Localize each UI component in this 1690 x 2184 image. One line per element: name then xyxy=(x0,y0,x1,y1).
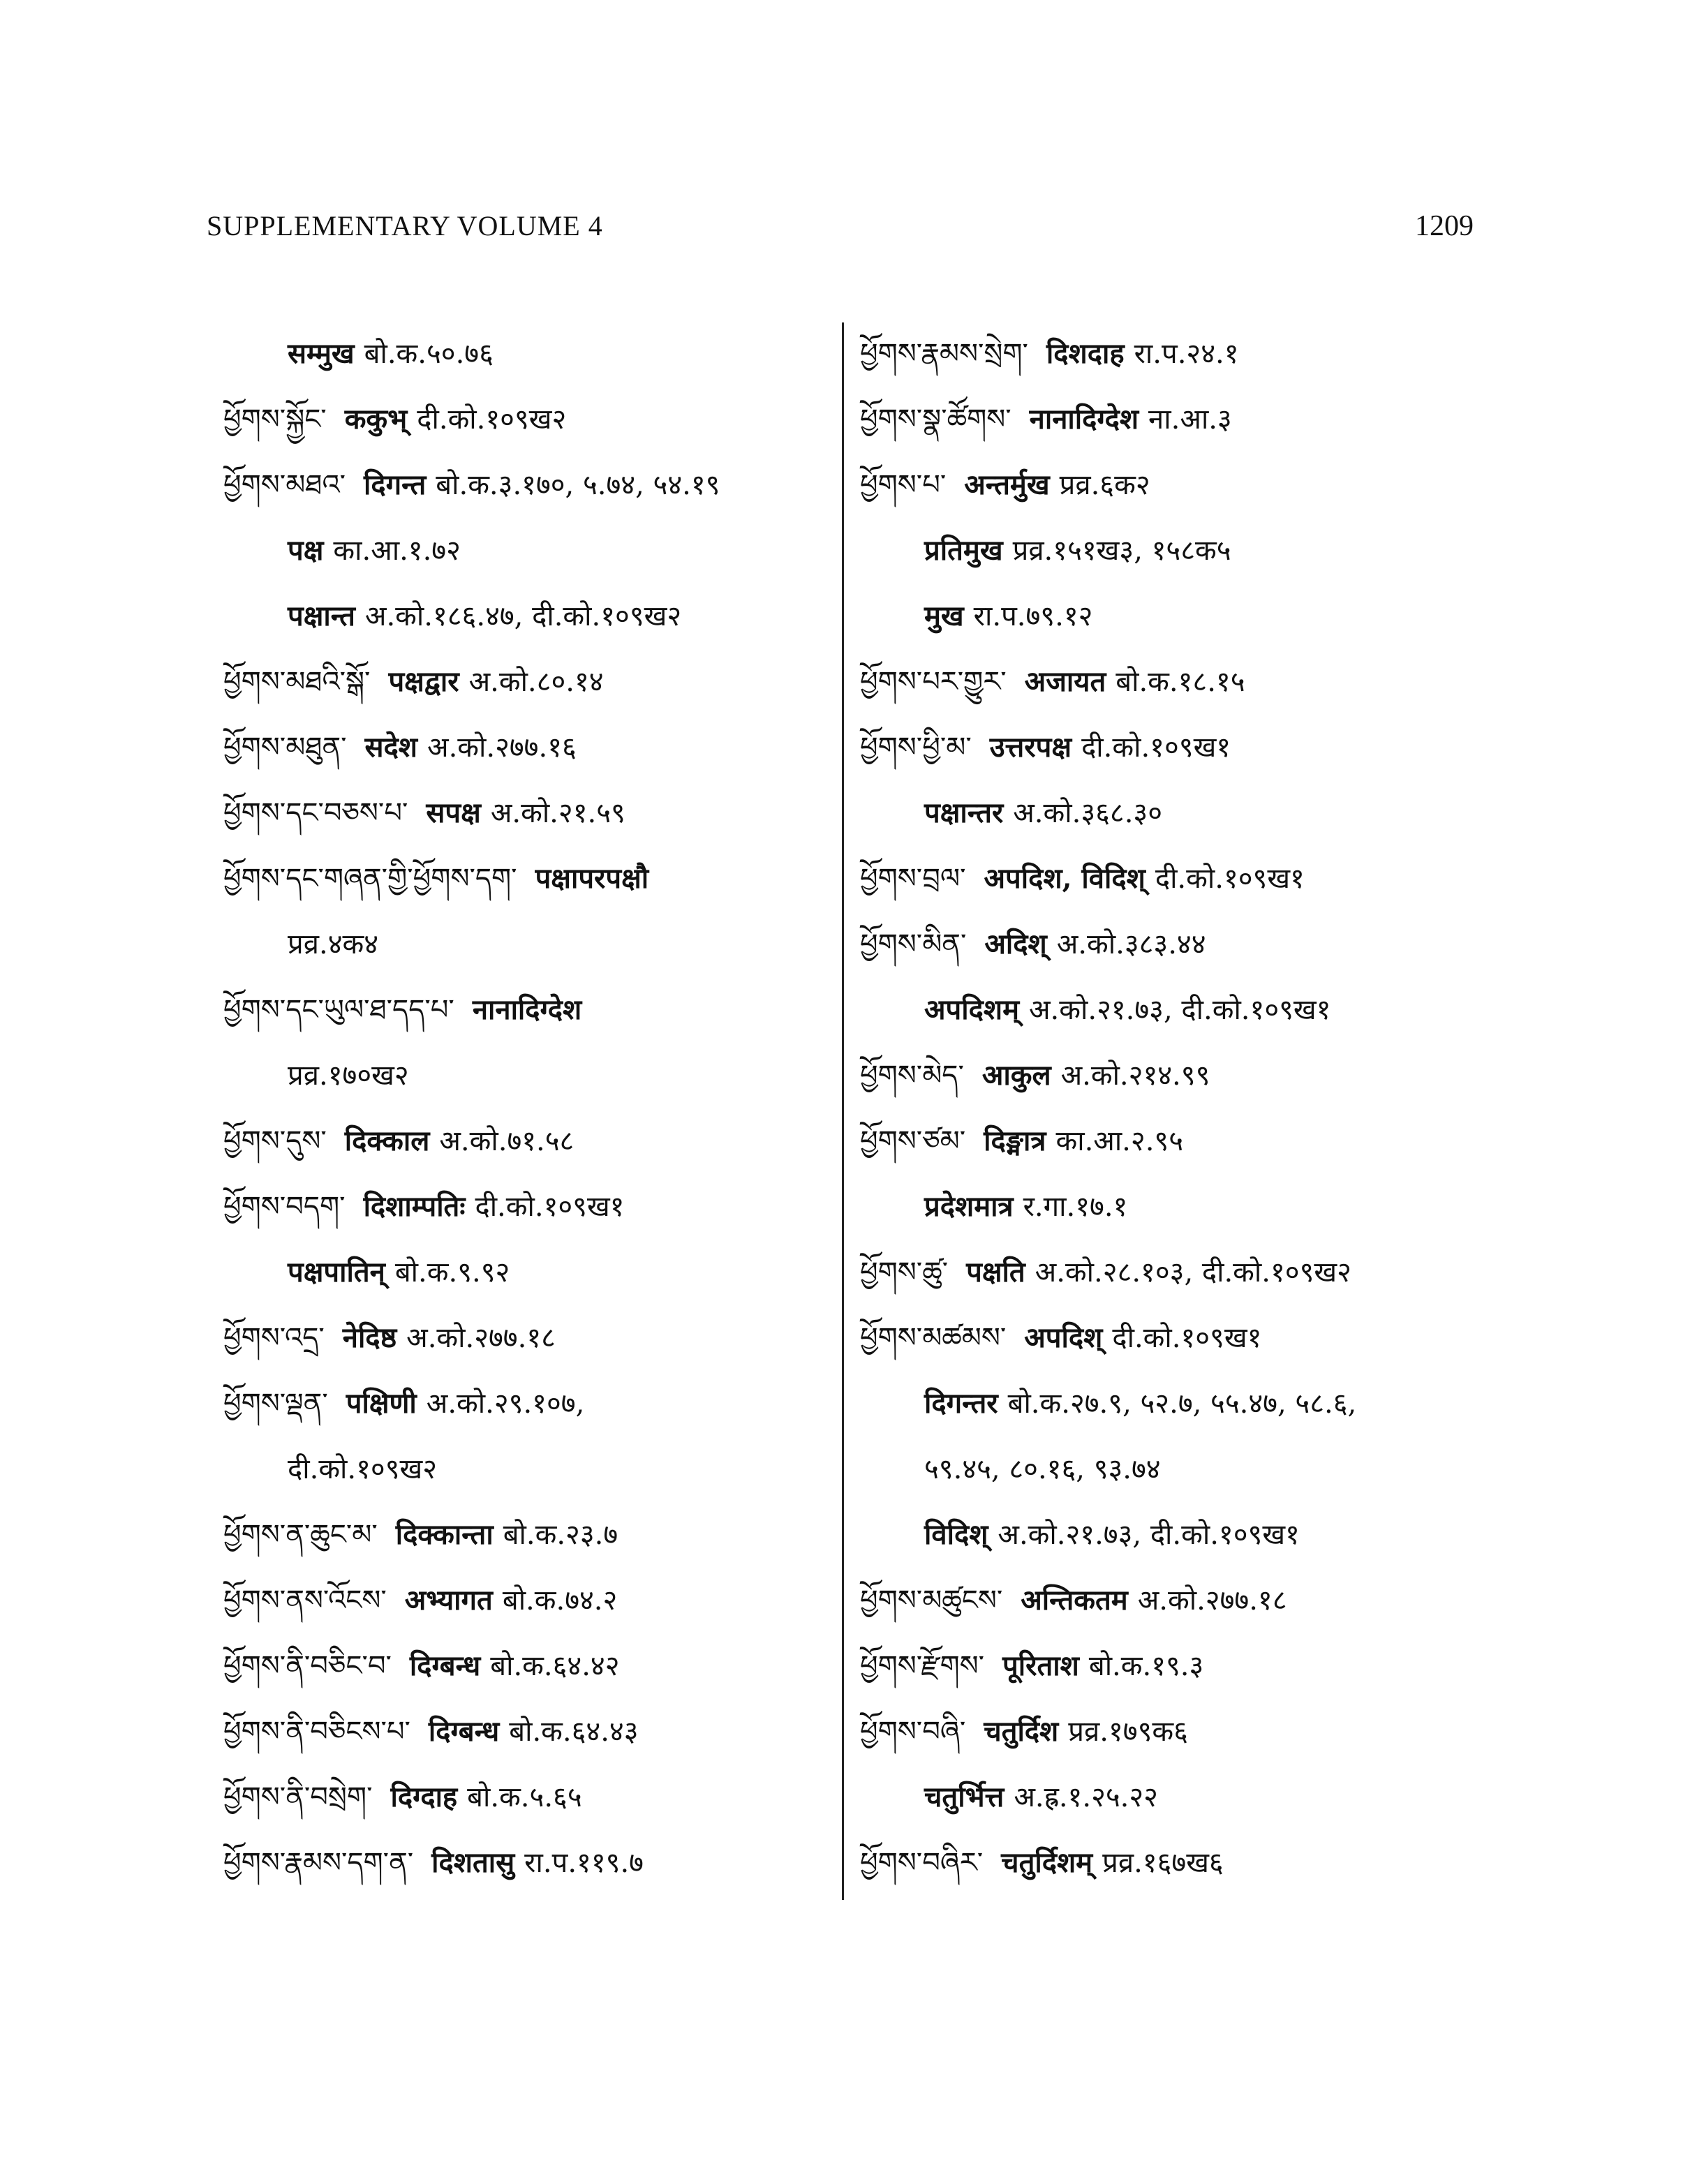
source-reference: रा.प.११९.७ xyxy=(524,1847,644,1879)
sanskrit-equivalent: दिक्कान्ता xyxy=(395,1518,494,1551)
source-reference: प्रव्र.६क२ xyxy=(1059,469,1150,501)
dictionary-entry xyxy=(860,1240,1488,1305)
sanskrit-equivalent: दिशदाह xyxy=(1046,337,1125,370)
dictionary-entry xyxy=(860,1305,1488,1371)
source-reference: ना.आ.३ xyxy=(1148,403,1232,436)
source-reference: अ.ह्र.१.२५.२२ xyxy=(1014,1781,1158,1813)
tibetan-headword: ཕྱོགས་དང་ཡུལ་ཐ་དད་པ་ xyxy=(223,994,454,1026)
dictionary-entry xyxy=(860,1436,1488,1502)
tibetan-headword: ཕྱོགས་ནི་བཅིངས་པ་ xyxy=(223,1716,410,1748)
source-reference: अ.को.३८३.४४ xyxy=(1056,928,1206,960)
page-number: 1209 xyxy=(1415,210,1474,242)
source-reference: दी.को.१०९ख१ xyxy=(475,1191,625,1223)
source-reference: दी.को.१०९ख१ xyxy=(1155,863,1305,895)
source-reference: ५९.४५, ८०.१६, ९३.७४ xyxy=(924,1453,1161,1485)
dictionary-entry xyxy=(223,452,838,518)
right-column xyxy=(860,321,1488,1896)
sanskrit-equivalent: अन्तिकतम xyxy=(1021,1584,1128,1617)
source-reference: रा.प.२४.१ xyxy=(1134,338,1239,370)
tibetan-headword: ཕྱོགས་བཞི་ xyxy=(860,1716,966,1748)
source-reference: दी.को.१०९ख१ xyxy=(1081,731,1231,764)
dictionary-entry xyxy=(223,846,838,912)
tibetan-headword: ཕྱོགས་ནས་འོངས་ xyxy=(223,1584,387,1617)
page-header xyxy=(207,209,1474,251)
sanskrit-equivalent: दिक्काल xyxy=(344,1124,430,1157)
sanskrit-equivalent: चतुर्भित्त xyxy=(924,1781,1005,1813)
dictionary-entry xyxy=(223,1174,838,1240)
tibetan-headword: ཕྱོགས་ན་ཆུང་མ་ xyxy=(223,1519,378,1551)
tibetan-headword: ཕྱོགས་རྣམས་སྲེག་ xyxy=(860,338,1028,370)
dictionary-entry xyxy=(223,1108,838,1174)
tibetan-headword: ཕྱོགས་སྣ་ཚོགས་ xyxy=(860,403,1011,436)
sanskrit-equivalent: दिग्बन्ध xyxy=(409,1649,481,1682)
sanskrit-equivalent: नानादिग्देश xyxy=(472,993,582,1026)
tibetan-headword: ཕྱོགས་བཞིར་ xyxy=(860,1847,984,1879)
dictionary-entry xyxy=(860,1043,1488,1108)
tibetan-headword: ཕྱོགས་མཐའ་ xyxy=(223,469,346,501)
source-reference: प्रव्र.१५१ख३, १५८क५ xyxy=(1012,535,1231,567)
sanskrit-equivalent: दिशाम्पतिः xyxy=(363,1190,466,1223)
source-reference: का.आ.१.७२ xyxy=(333,535,461,567)
dictionary-entry xyxy=(223,1371,838,1436)
sanskrit-equivalent: नानादिग्देश xyxy=(1029,403,1139,436)
tibetan-headword: ཕྱོགས་པ་ xyxy=(860,469,947,501)
source-reference: बो.क.६४.४३ xyxy=(509,1716,639,1748)
dictionary-entry xyxy=(223,387,838,452)
source-reference: बो.क.३.१७०, ५.७४, ५४.१९ xyxy=(436,469,720,501)
sanskrit-equivalent: पक्षापरपक्षौ xyxy=(535,862,649,895)
source-reference: अ.को.२७७.१८ xyxy=(1137,1584,1287,1617)
dictionary-entry xyxy=(223,1765,838,1830)
tibetan-headword: ཕྱོགས་ནི་བཅིང་བ་ xyxy=(223,1650,392,1682)
dictionary-entry xyxy=(860,452,1488,518)
sanskrit-equivalent: चतुर्दिश xyxy=(984,1715,1059,1748)
source-reference: प्रव्र.१६७ख६ xyxy=(1102,1847,1224,1879)
sanskrit-equivalent: दिग्बन्ध xyxy=(428,1715,500,1748)
sanskrit-equivalent: अजायत xyxy=(1024,665,1106,698)
source-reference: रा.प.७९.१२ xyxy=(973,600,1093,632)
dictionary-entry xyxy=(223,1436,838,1502)
tibetan-headword: ཕྱོགས་མེད་ xyxy=(860,1060,964,1092)
dictionary-entry xyxy=(223,1240,838,1305)
source-reference: बो.क.२३.७ xyxy=(503,1519,618,1551)
sanskrit-equivalent: पक्षति xyxy=(966,1256,1025,1288)
source-reference: अ.को.२७७.१८ xyxy=(406,1322,556,1354)
source-reference: दी.को.१०९ख२ xyxy=(288,1453,438,1485)
source-reference: अ.को.३६८.३० xyxy=(1013,797,1163,829)
sanskrit-equivalent: चतुर्दिशम् xyxy=(1001,1846,1093,1879)
tibetan-headword: ཕྱོགས་མཐའི་སྒོ་ xyxy=(223,666,371,698)
tibetan-headword: ཕྱོགས་ཚུ་ xyxy=(860,1256,949,1288)
dictionary-entry xyxy=(860,715,1488,780)
dictionary-entry xyxy=(223,518,838,584)
tibetan-headword: ཕྱོགས་དང་བཅས་པ་ xyxy=(223,797,408,829)
sanskrit-equivalent: दिग्दाह xyxy=(390,1781,458,1813)
sanskrit-equivalent: अपदिशम् xyxy=(924,993,1019,1026)
sanskrit-equivalent: अदिश् xyxy=(984,928,1047,960)
source-reference: अ.को.२१.७३, दी.को.१०९ख१ xyxy=(998,1519,1300,1551)
dictionary-entry xyxy=(860,1765,1488,1830)
source-reference: अ.को.२९.१०७, xyxy=(426,1388,585,1420)
running-head: SUPPLEMENTARY VOLUME 4 xyxy=(207,210,603,242)
sanskrit-equivalent: प्रतिमुख xyxy=(924,534,1003,567)
dictionary-entry xyxy=(223,912,838,977)
source-reference: अ.को.२१.५९ xyxy=(490,797,625,829)
sanskrit-equivalent: दिगन्त xyxy=(364,468,427,501)
dictionary-entry xyxy=(860,912,1488,977)
dictionary-entry xyxy=(860,1633,1488,1699)
tibetan-headword: ཕྱོགས་ཕྱི་མ་ xyxy=(860,731,972,764)
source-reference: बो.क.५.६५ xyxy=(467,1781,582,1813)
dictionary-entry xyxy=(860,387,1488,452)
dictionary-entry xyxy=(223,1633,838,1699)
source-reference: अ.को.७१.५८ xyxy=(439,1125,575,1157)
dictionary-entry xyxy=(223,1502,838,1568)
source-reference: प्रव्र.१७०ख२ xyxy=(288,1060,409,1092)
sanskrit-equivalent: आकुल xyxy=(981,1059,1051,1092)
dictionary-entry xyxy=(860,1699,1488,1765)
source-reference: बो.क.७४.२ xyxy=(502,1584,618,1617)
source-reference: प्रव्र.४क४ xyxy=(288,928,379,960)
source-reference: अ.को.२८.१०३, दी.को.१०९ख२ xyxy=(1035,1256,1351,1288)
sanskrit-equivalent: दिगन्तर xyxy=(924,1387,998,1420)
tibetan-headword: ཕྱོགས་མཐུན་ xyxy=(223,731,347,764)
sanskrit-equivalent: पक्षिणी xyxy=(346,1387,417,1420)
sanskrit-equivalent: दिङ्मात्र xyxy=(984,1124,1046,1157)
sanskrit-equivalent: पक्षपातिन् xyxy=(288,1256,385,1288)
tibetan-headword: ཕྱོགས་མིན་ xyxy=(860,928,967,960)
source-reference: बो.क.१८.१५ xyxy=(1115,666,1245,698)
dictionary-entry xyxy=(223,977,838,1043)
dictionary-entry xyxy=(860,1830,1488,1896)
tibetan-headword: ཕྱོགས་ལྡན་ xyxy=(223,1388,328,1420)
sanskrit-equivalent: नेदिष्ठ xyxy=(342,1321,397,1354)
sanskrit-equivalent: विदिश् xyxy=(924,1518,988,1551)
dictionary-entry xyxy=(860,1371,1488,1436)
sanskrit-equivalent: पक्षान्त xyxy=(288,600,355,632)
tibetan-headword: ཕྱོགས་སྐྱོང་ xyxy=(223,403,327,436)
source-reference: बो.क.९.९२ xyxy=(394,1256,510,1288)
dictionary-entry xyxy=(223,1305,838,1371)
source-reference: र.गा.१७.१ xyxy=(1023,1191,1128,1223)
source-reference: अ.को.२१४.९९ xyxy=(1060,1060,1210,1092)
sanskrit-equivalent: अन्तर्मुख xyxy=(964,468,1050,501)
sanskrit-equivalent: ककुभ् xyxy=(344,403,408,436)
sanskrit-equivalent: प्रदेशमात्र xyxy=(924,1190,1014,1223)
column-divider xyxy=(842,322,844,1900)
sanskrit-equivalent: दिशतासु xyxy=(431,1846,515,1879)
tibetan-headword: ཕྱོགས་རྣམས་དག་ན་ xyxy=(223,1847,414,1879)
sanskrit-equivalent: अपदिश् xyxy=(1024,1321,1103,1354)
dictionary-entry xyxy=(223,649,838,715)
dictionary-entry xyxy=(223,1568,838,1633)
sanskrit-equivalent: पूरिताश xyxy=(1002,1649,1079,1682)
source-reference: दी.को.१०९ख२ xyxy=(417,403,567,436)
tibetan-headword: ཕྱོགས་རྫོགས་ xyxy=(860,1650,985,1682)
dictionary-entry xyxy=(860,321,1488,387)
sanskrit-equivalent: पक्षान्तर xyxy=(924,796,1004,829)
dictionary-entry xyxy=(860,1502,1488,1568)
source-reference: का.आ.२.९५ xyxy=(1055,1125,1184,1157)
tibetan-headword: ཕྱོགས་མཚུངས་ xyxy=(860,1584,1003,1617)
source-reference: बो.क.२७.९, ५२.७, ५५.४७, ५८.६, xyxy=(1007,1388,1357,1420)
tibetan-headword: ཕྱོགས་བདག་ xyxy=(223,1191,346,1223)
dictionary-entry xyxy=(223,1043,838,1108)
source-reference: बो.क.५०.७६ xyxy=(364,338,494,370)
sanskrit-equivalent: मुख xyxy=(924,600,964,632)
tibetan-headword: ཕྱོགས་བྲལ་ xyxy=(860,863,966,895)
sanskrit-equivalent: अभ्यागत xyxy=(404,1584,493,1617)
tibetan-headword: ཕྱོགས་མཚམས་ xyxy=(860,1322,1007,1354)
source-reference: बो.क.१९.३ xyxy=(1088,1650,1204,1682)
left-column xyxy=(223,321,838,1896)
sanskrit-equivalent: सम्मुख xyxy=(288,337,355,370)
dictionary-entry xyxy=(860,846,1488,912)
sanskrit-equivalent: सपक्ष xyxy=(426,796,481,829)
dictionary-entry xyxy=(860,518,1488,584)
source-reference: दी.को.१०९ख१ xyxy=(1112,1322,1262,1354)
source-reference: अ.को.२७७.१६ xyxy=(427,731,577,764)
tibetan-headword: ཕྱོགས་པར་གྱུར་ xyxy=(860,666,1007,698)
dictionary-entry xyxy=(860,1174,1488,1240)
source-reference: अ.को.२१.७३, दी.को.१०९ख१ xyxy=(1029,994,1331,1026)
dictionary-entry xyxy=(860,977,1488,1043)
sanskrit-equivalent: पक्षद्वार xyxy=(388,665,459,698)
dictionary-entry xyxy=(223,1830,838,1896)
tibetan-headword: ཕྱོགས་དུས་ xyxy=(223,1125,327,1157)
dictionary-entry xyxy=(223,584,838,649)
source-reference: बो.क.६४.४२ xyxy=(490,1650,620,1682)
sanskrit-equivalent: पक्ष xyxy=(288,534,324,567)
source-reference: अ.को.१८६.४७, दी.को.१०९ख२ xyxy=(364,600,682,632)
sanskrit-equivalent: सदेश xyxy=(364,731,418,764)
dictionary-entry xyxy=(223,715,838,780)
dictionary-entry xyxy=(223,1699,838,1765)
tibetan-headword: ཕྱོགས་ནི་བསྲེག་ xyxy=(223,1781,373,1813)
source-reference: प्रव्र.१७९क६ xyxy=(1068,1716,1188,1748)
dictionary-entry xyxy=(223,321,838,387)
dictionary-entry xyxy=(223,780,838,846)
sanskrit-equivalent: उत्तरपक्ष xyxy=(989,731,1072,764)
dictionary-entry xyxy=(860,1568,1488,1633)
tibetan-headword: ཕྱོགས་ཙམ་ xyxy=(860,1125,966,1157)
dictionary-entry xyxy=(860,780,1488,846)
source-reference: अ.को.८०.१४ xyxy=(468,666,604,698)
dictionary-entry xyxy=(860,649,1488,715)
sanskrit-equivalent: अपदिश, विदिश् xyxy=(984,862,1146,895)
dictionary-entry xyxy=(860,1108,1488,1174)
tibetan-headword: ཕྱོགས་དང་གཞན་གྱི་ཕྱོགས་དག་ xyxy=(223,863,517,895)
tibetan-headword: ཕྱོགས་འདྲ་ xyxy=(223,1322,325,1354)
dictionary-entry xyxy=(860,584,1488,649)
